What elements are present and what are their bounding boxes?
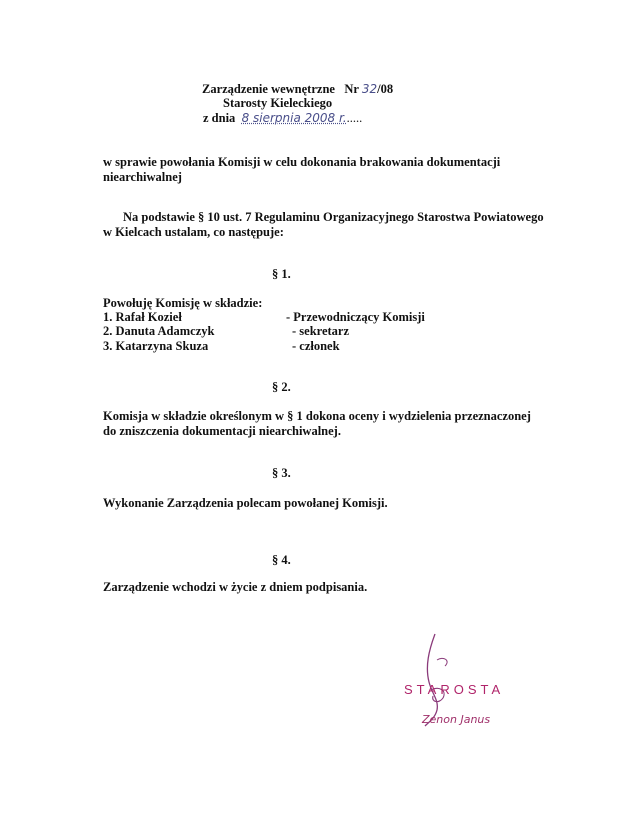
subject-line-2: niearchiwalnej: [103, 170, 182, 184]
member-role: - Przewodniczący Komisji: [286, 310, 425, 324]
order-title: [202, 82, 393, 97]
order-number-suffix: /08: [377, 82, 394, 96]
section-4-heading: § 4.: [272, 553, 291, 567]
section-2-line-1: Komisja w składzie określonym w § 1 dokona oceny i wydzielenia przeznaczonej: [103, 409, 531, 423]
member-name: 3. Katarzyna Skuza: [103, 339, 209, 353]
date-handwritten: 8 sierpnia 2008 r.: [241, 111, 347, 125]
order-date: [203, 111, 362, 126]
order-title-text: Zarządzenie wewnętrzne: [202, 82, 335, 96]
section-2-heading: § 2.: [272, 380, 291, 394]
date-label: z dnia: [203, 111, 236, 125]
section-3-text: Wykonanie Zarządzenia polecam powołanej Komisji.: [103, 496, 388, 510]
member-name: 1. Rafał Kozieł: [103, 310, 182, 324]
stamp-name: Zenon Janus: [422, 713, 491, 726]
section-4-text: Zarządzenie wchodzi w życie z dniem podpisania.: [103, 580, 368, 594]
member-name: 2. Danuta Adamczyk: [103, 324, 215, 338]
stamp-title: STAROSTA: [404, 682, 505, 697]
date-dots: .....: [346, 111, 363, 125]
issuer: Starosty Kieleckiego: [223, 96, 333, 110]
section-3-heading: § 3.: [272, 466, 291, 480]
preamble-line-2: w Kielcach ustalam, co następuje:: [103, 225, 284, 239]
section-1-intro: Powołuję Komisję w składzie:: [103, 296, 263, 310]
preamble-line-1: Na podstawie § 10 ust. 7 Regulaminu Organizacyjnego Starostwa Powiatowego: [123, 210, 544, 224]
order-number-label: Nr: [344, 82, 359, 96]
section-1-heading: § 1.: [272, 267, 291, 281]
subject-line-1: w sprawie powołania Komisji w celu dokonania brakowania dokumentacji: [103, 155, 501, 169]
section-2-line-2: do zniszczenia dokumentacji niearchiwalnej.: [103, 424, 341, 438]
member-role: - sekretarz: [292, 324, 350, 338]
order-number-handwritten: 32: [361, 82, 378, 96]
member-role: - członek: [292, 339, 340, 353]
